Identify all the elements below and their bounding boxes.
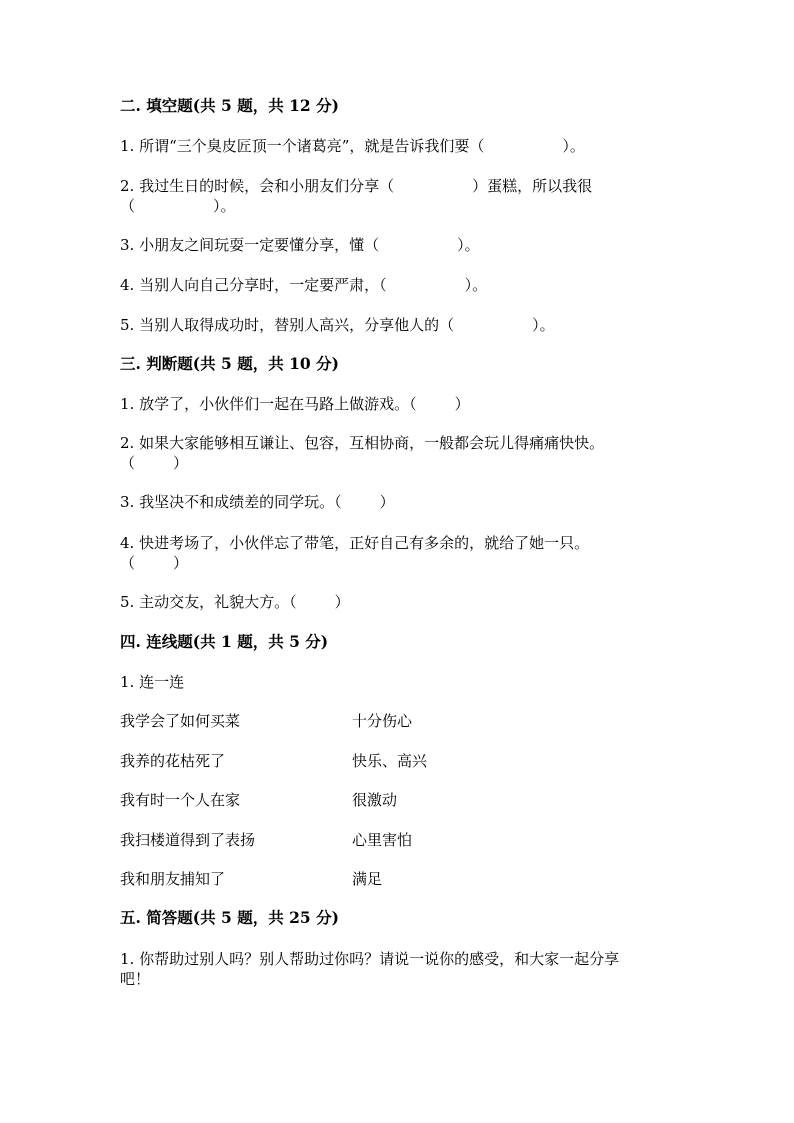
question-text: ）: [173, 454, 189, 472]
match-left-item[interactable]: 我学会了如何买菜: [120, 712, 241, 730]
judge-question-4-line2: [120, 553, 188, 573]
section-heading-fill: 二. 填空题(共 5 题，共 12 分): [120, 96, 339, 115]
judge-question-1: [120, 394, 470, 414]
question-text: （: [120, 454, 136, 472]
fill-question-2-line2: [120, 196, 236, 216]
question-text: （: [120, 197, 136, 215]
question-text: ）: [379, 493, 395, 511]
fill-question-2: [120, 176, 592, 196]
match-left-item[interactable]: 我有时一个人在家: [120, 791, 241, 809]
question-text: ）: [454, 395, 470, 413]
match-right-item[interactable]: 很激动: [352, 791, 398, 809]
section-heading-match: 四. 连线题(共 1 题，共 5 分): [120, 632, 329, 651]
fill-question-4: [120, 275, 487, 295]
judge-question-2-line2: [120, 453, 188, 473]
question-text: 2. 我过生日的时候，会和小朋友们分享（: [120, 177, 395, 195]
question-text: ）。: [562, 137, 585, 155]
question-text: ）。: [464, 276, 488, 294]
question-text: 1. 放学了，小伙伴们一起在马路上做游戏。（: [120, 395, 417, 413]
judge-question-4: [120, 533, 589, 553]
question-text: ）。: [532, 316, 555, 334]
question-text: （: [120, 554, 136, 572]
question-text: ）: [173, 554, 189, 572]
judge-question-3: [120, 492, 395, 512]
match-right-item[interactable]: 十分伤心: [352, 712, 413, 730]
section-heading-judge: 三. 判断题(共 5 题，共 10 分): [120, 354, 339, 373]
question-text: ）。: [213, 197, 236, 215]
fill-question-3: [120, 235, 480, 255]
fill-question-1: [120, 136, 585, 156]
question-text: 5. 当别人取得成功时，替别人高兴，分享他人的（: [120, 316, 455, 334]
judge-question-2: [120, 433, 604, 453]
question-text: ）: [334, 593, 350, 611]
question-text: 4. 当别人向自己分享时，一定要严肃，（: [120, 276, 387, 294]
match-left-item[interactable]: 我养的花枯死了: [120, 752, 226, 770]
judge-question-5: [120, 592, 350, 612]
match-question-1: 1. 连一连: [120, 673, 185, 691]
fill-question-5: [120, 315, 555, 335]
question-text: 2. 如果大家能够相互谦让、包容，互相协商，一般都会玩儿得痛痛快快。: [120, 434, 605, 452]
match-left-item[interactable]: 我和朋友捕知了: [120, 870, 226, 888]
question-text: 3. 我坚决不和成绩差的同学玩。（: [120, 493, 342, 511]
match-left-item[interactable]: 我扫楼道得到了表扬: [120, 831, 256, 849]
match-right-item[interactable]: 满足: [352, 870, 383, 888]
question-text: 1. 所谓“三个臭皮匠顶一个诸葛亮”，就是告诉我们要（: [120, 137, 485, 155]
question-text: 5. 主动交友，礼貌大方。（: [120, 593, 297, 611]
short-question-1-line2: 吧！: [120, 970, 151, 988]
section-heading-short: 五. 简答题(共 5 题，共 25 分): [120, 908, 339, 927]
match-right-item[interactable]: 快乐、高兴: [352, 752, 428, 770]
question-text: 3. 小朋友之间玩耍一定要懂分享，懂（: [120, 236, 380, 254]
question-text: ）。: [457, 236, 480, 254]
match-right-item[interactable]: 心里害怕: [352, 831, 413, 849]
question-text: ）蛋糕，所以我很: [472, 177, 593, 195]
short-question-1: 1. 你帮助过别人吗？别人帮助过你吗？请说一说你的感受，和大家一起分享: [120, 950, 620, 968]
question-text: 4. 快进考场了，小伙伴忘了带笔，正好自己有多余的，就给了她一只。: [120, 534, 590, 552]
